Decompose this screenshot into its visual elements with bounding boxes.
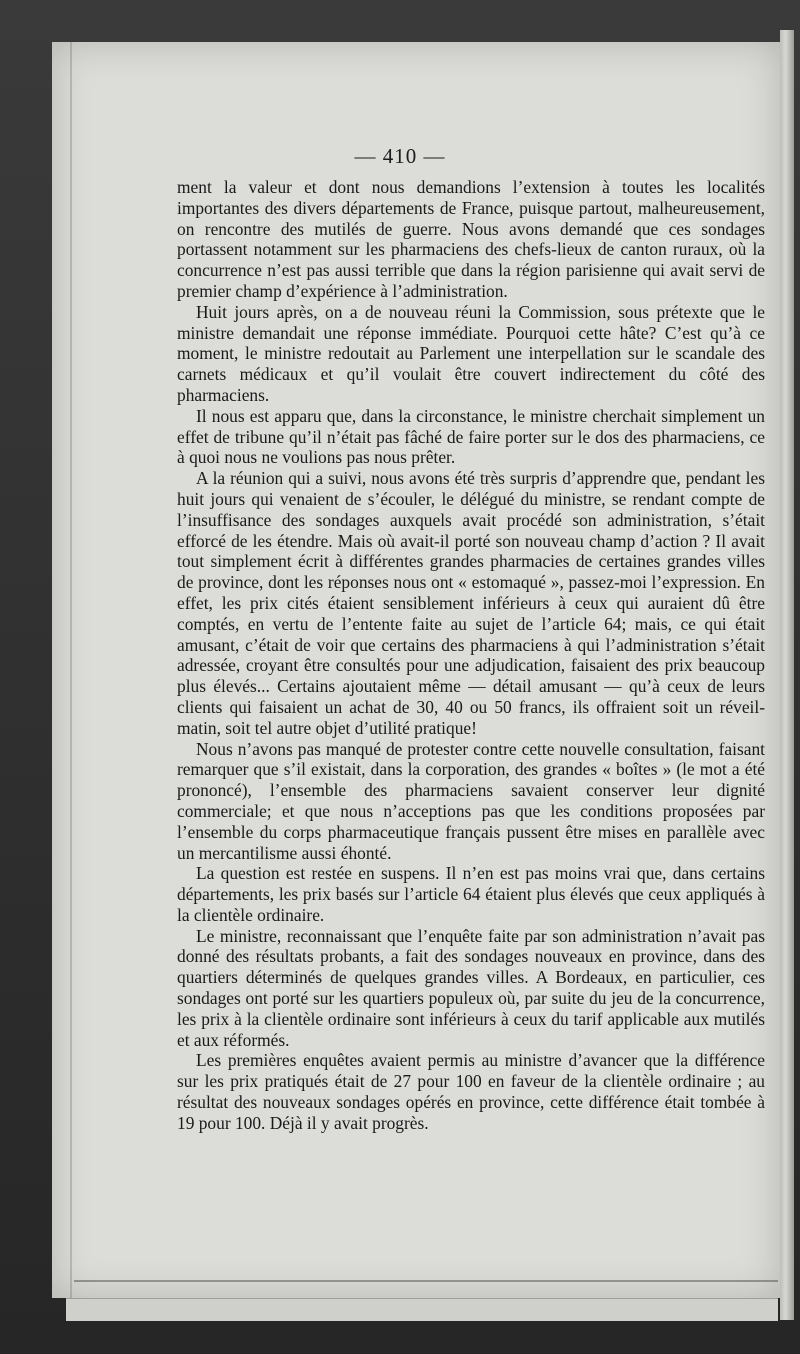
paragraph-8: Les premières enquêtes avaient permis au ministre d’avancer que la différence sur les prix pratiqués était de 27 pour 100 en faveur de la clientèle ordinaire ; au résultat des nouveaux sondages opérés en province, cette différence était tombée à 19 pour 100. Déjà il y avait progrès. [177, 1050, 765, 1133]
page-frame-line [74, 1280, 778, 1282]
paragraph-5: Nous n’avons pas manqué de protester contre cette nouvelle consultation, faisant remarquer que s’il existait, dans la corporation, des grandes « boîtes » (le mot a été prononcé), l’ensemble des pharmaciens savaient conserver leur dignité commerciale; et que nous n’acceptions pas que les conditions proposées par l’ensemble du corps pharmaceutique français pussent être mises en parallèle avec un mercantilisme aussi éhonté. [177, 738, 765, 863]
page-number: — 410 — [354, 144, 446, 168]
paragraph-6: La question est restée en suspens. Il n’en est pas moins vrai que, dans certains départements, les prix basés sur l’article 64 étaient plus élevés que ceux appliqués à la clientèle ordinaire. [177, 863, 765, 925]
paragraph-1: ment la valeur et dont nous demandions l’extension à toutes les localités importantes des divers départements de France, puisque partout, malheureusement, on rencontre des mutilés de guerre. Nous avons demandé que ces sondages portassent notamment sur les pharmaciens des chefs-lieux de canton ruraux, où la concurrence n’est pas aussi terrible que dans la région parisienne qui avait servi de premier champ d’expérience à l’administration. [177, 177, 765, 301]
page-bottom-strip [66, 1298, 778, 1321]
paragraph-4: A la réunion qui a suivi, nous avons été très surpris d’apprendre que, pendant les huit jours qui venaient de s’écouler, le délégué du ministre, se rendant compte de l’insuffisance des sondages auxquels avait procédé son administration, s’était efforcé de les étendre. Mais où avait-il porté son nouveau champ d’action ? Il avait tout simplement écrit à différentes grandes pharmacies de certaines grandes villes de province, dont les réponses nous ont « estomaqué », passez-moi l’expression. En effet, les prix cités étaient sensiblement inférieurs à ceux qui auraient dû être comptés, en vertu de l’entente faite au sujet de l’article 64; mais, ce qui était amusant, c’était de voir que certains des pharmaciens à qui l’administration s’était adressée, croyant être consultés pour une adjudication, faisaient des prix beaucoup plus élevés... Certains ajoutaient même — détail amusant — qu’à ceux de leurs clients qui faisaient un achat de 30, 40 ou 50 francs, ils offraient soit un réveil-matin, soit tel autre objet d’utilité pratique! [177, 468, 765, 738]
paragraph-2: Huit jours après, on a de nouveau réuni la Commission, sous prétexte que le ministre demandait une réponse immédiate. Pourquoi cette hâte? C’est qu’à ce moment, le ministre redoutait au Parlement une interpellation sur le scandale des carnets médicaux et qu’il voulait être couvert indirectement du côté des pharmaciens. [177, 301, 765, 405]
page-edge [780, 30, 794, 1320]
body-text [177, 177, 765, 1134]
paragraph-3: Il nous est apparu que, dans la circonstance, le ministre cherchait simplement un effet de tribune qu’il n’était pas fâché de faire porter sur le dos des pharmaciens, ce à quoi nous ne voulions pas nous prêter. [177, 405, 765, 468]
page-fold-line [70, 42, 72, 1298]
paragraph-7: Le ministre, reconnaissant que l’enquête faite par son administration n’avait pas donné des résultats probants, a fait des sondages nouveaux en province, dans des quartiers déterminés de quelques grandes villes. A Bordeaux, en particulier, ces sondages ont porté sur les quartiers populeux où, par suite du jeu de la concurrence, les prix à la clientèle ordinaire sont inférieurs à ceux du tarif applicable aux mutilés et aux réformés. [177, 925, 765, 1050]
